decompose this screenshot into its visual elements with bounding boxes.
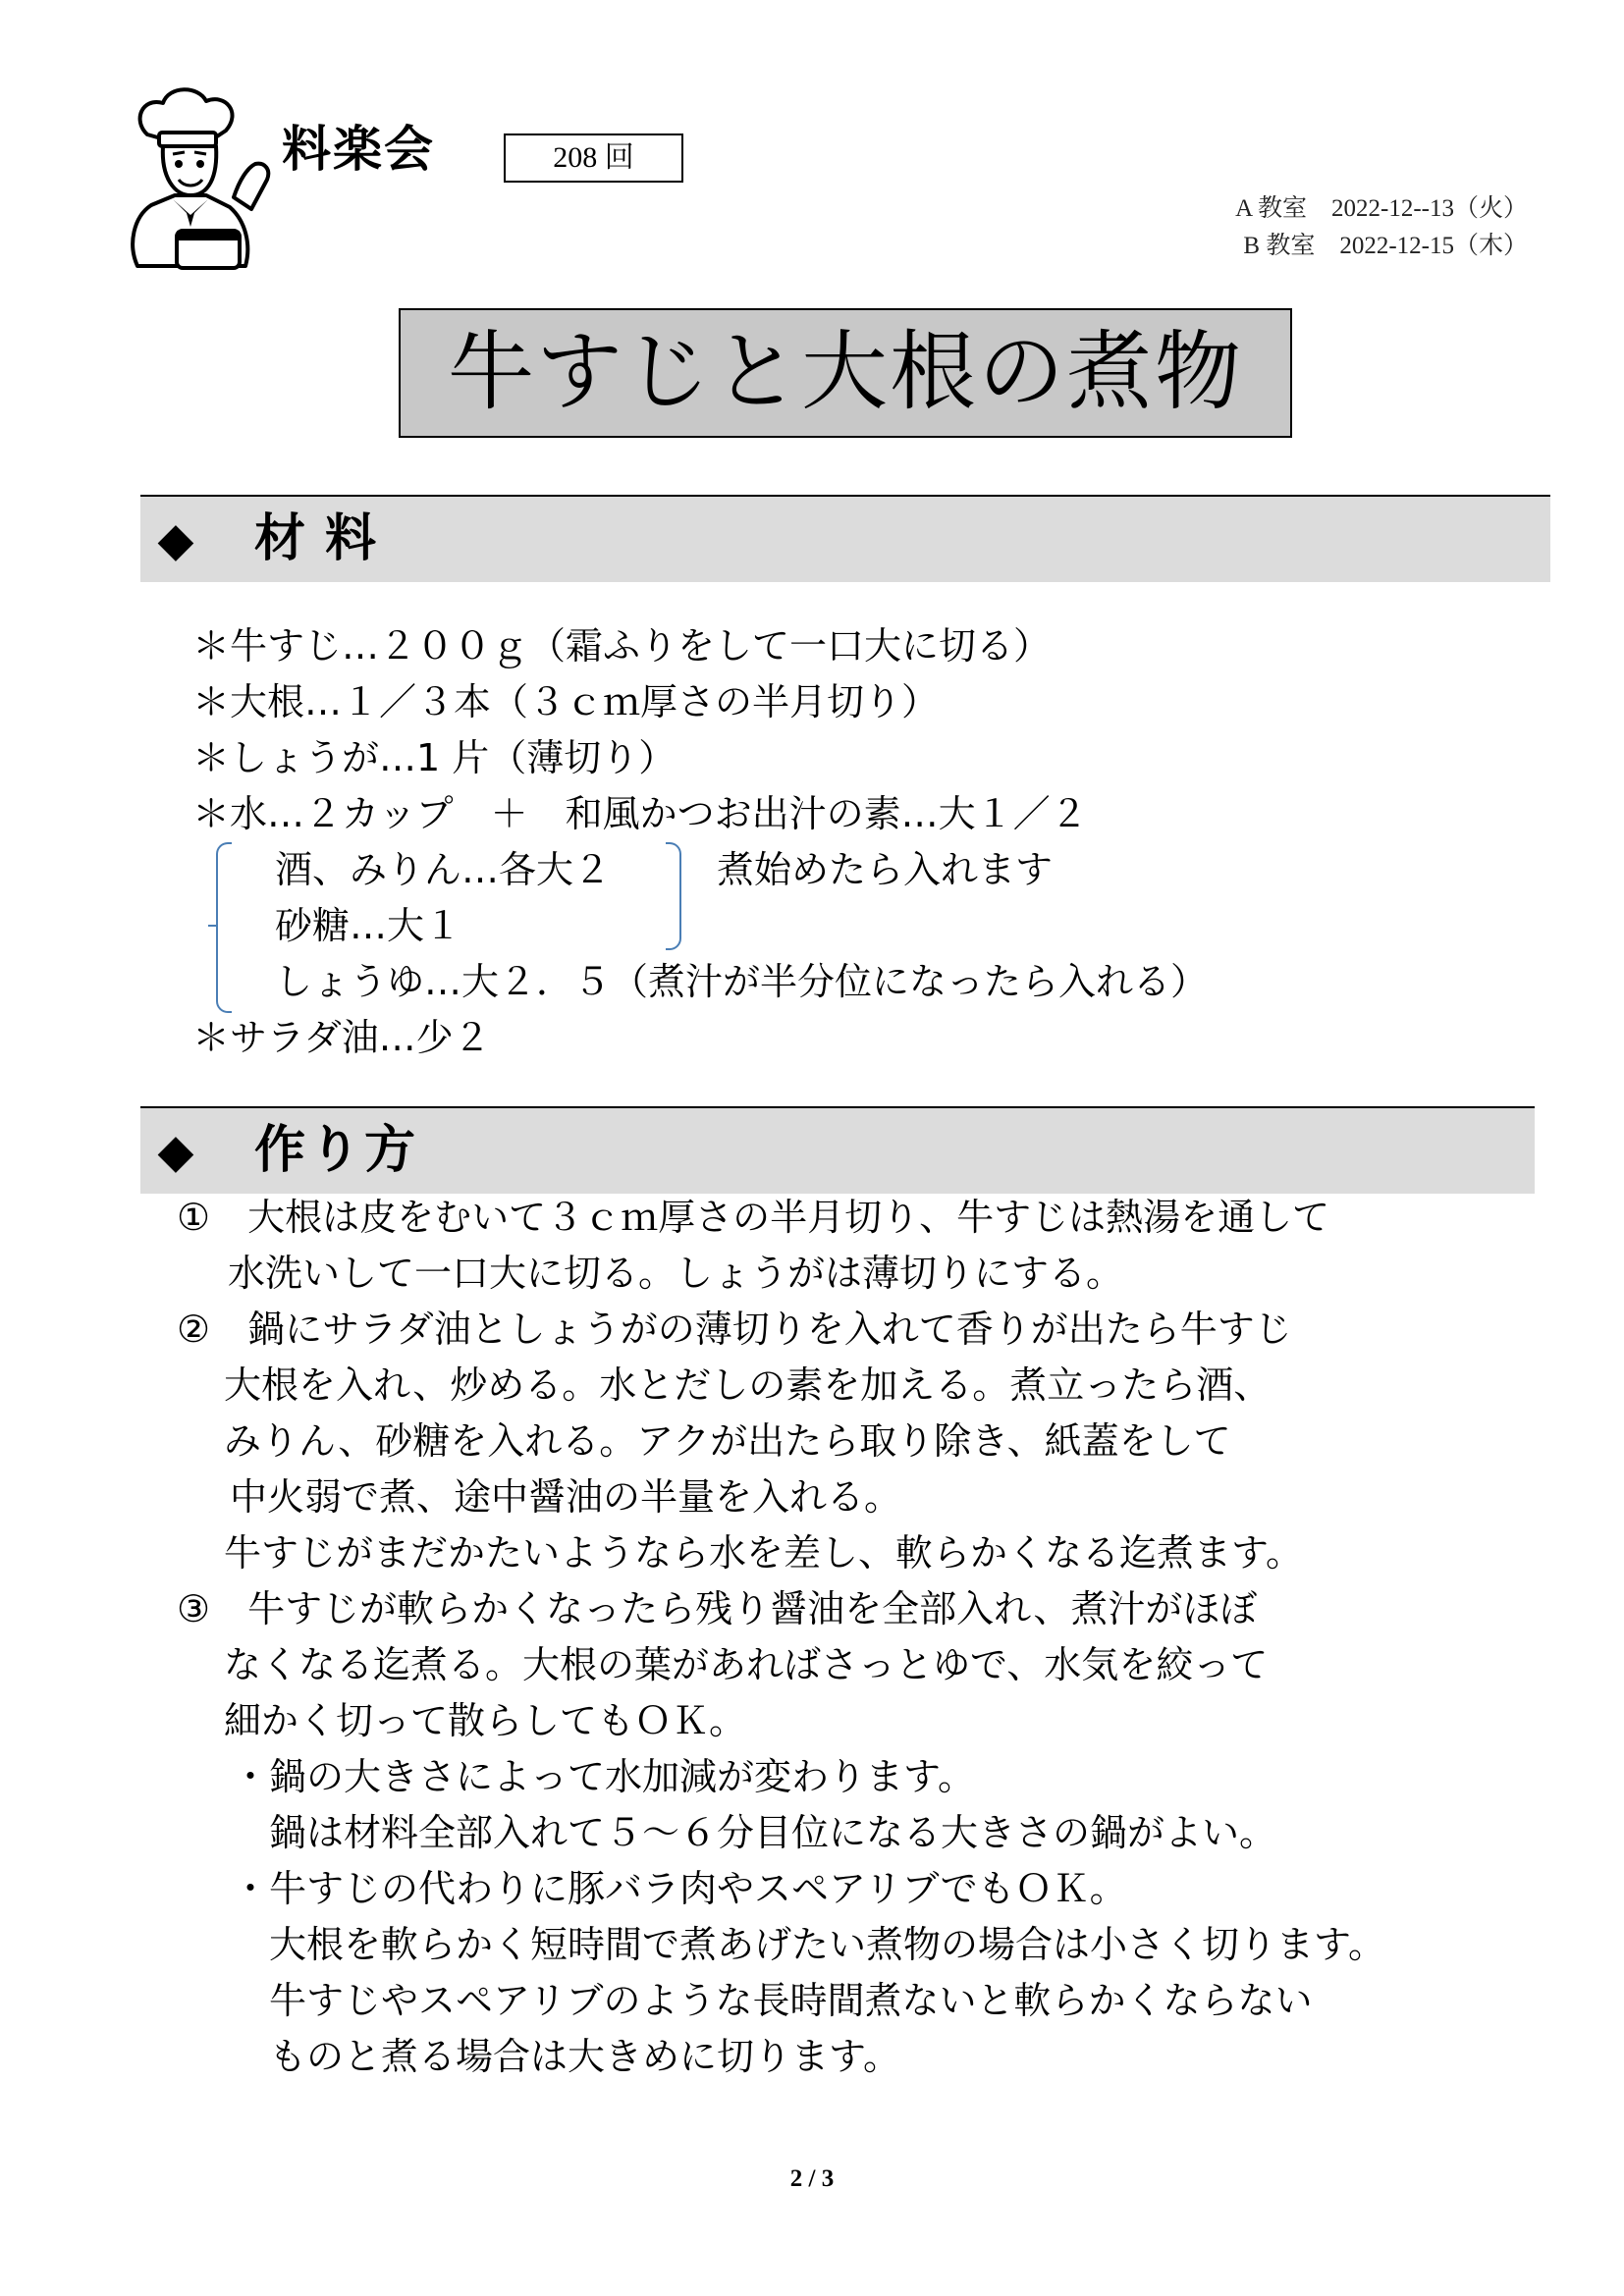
diamond-icon: ◆ (157, 512, 194, 567)
ingredient-oil: ＊サラダ油…少２ (192, 1016, 491, 1059)
method-line: 牛すじがまだかたいようなら水を差し、軟らかくなる迄煮ます。 (224, 1531, 1303, 1575)
method-line: 大根を入れ、炒める。水とだしの素を加える。煮立ったら酒、 (224, 1363, 1272, 1407)
chef-illustration (128, 83, 275, 275)
seasoning-bracket (216, 842, 232, 1013)
method-line: なくなる迄煮る。大根の葉があればさっとゆで、水気を絞って (224, 1643, 1269, 1686)
method-line: ③ 牛すじが軟らかくなったら残り醤油を全部入れ、煮汁がほぼ (177, 1587, 1258, 1630)
recipe-title: 牛すじと大根の煮物 (399, 308, 1292, 438)
method-line: みりん、砂糖を入れる。アクが出たら取り除き、紙蓋をして (224, 1419, 1231, 1463)
session-number: 208 回 (504, 133, 683, 183)
ingredient-item: ＊水…２カップ ＋ 和風かつお出汁の素…大１／２ (192, 792, 1088, 835)
method-note: 鍋は材料全部入れて５～６分目位になる大きさの鍋がよい。 (269, 1811, 1277, 1854)
seasoning-note: 煮始めたら入れます (717, 848, 1054, 891)
seasoning-soy: しょうゆ…大２．５（煮汁が半分位になったら入れる） (275, 960, 1209, 1003)
method-line: 中火弱で煮、途中醤油の半量を入れる。 (230, 1475, 902, 1519)
method-note: ・鍋の大きさによって水加減が変わります。 (232, 1755, 975, 1798)
method-line: ② 鍋にサラダ油としょうがの薄切りを入れて香りが出たら牛すじ (177, 1308, 1292, 1351)
page-number: 2 / 3 (789, 2165, 835, 2192)
seasoning-right-bracket (666, 842, 681, 950)
seasoning-sugar: 砂糖…大１ (275, 904, 462, 947)
class-b-date: B 教室 2022-12-15（木） (1243, 233, 1528, 259)
class-schedule (1235, 190, 1528, 265)
class-a-date: A 教室 2022-12--13（火） (1235, 195, 1528, 222)
method-note: ・牛すじの代わりに豚バラ肉やスペアリブでもＯＫ。 (232, 1867, 1127, 1910)
method-heading-label: 作り方 (254, 1121, 420, 1180)
ingredients-heading (140, 495, 1550, 582)
ingredients-heading-label: 材料 (254, 509, 397, 568)
ingredient-item: ＊しょうが…1 片（薄切り） (192, 736, 677, 779)
method-line: 細かく切って散らしてもＯＫ。 (224, 1699, 747, 1742)
method-note: 大根を軟らかく短時間で煮あげたい煮物の場合は小さく切ります。 (269, 1923, 1385, 1966)
method-line: ① 大根は皮をむいて３ｃｍ厚さの半月切り、牛すじは熱湯を通して (177, 1196, 1330, 1239)
method-line: 水洗いして一口大に切る。しょうがは薄切りにする。 (228, 1252, 1124, 1295)
method-note: ものと煮る場合は大きめに切ります。 (269, 2035, 900, 2078)
brand-name: 料楽会 (282, 121, 435, 178)
seasoning-bracket-tick (208, 925, 218, 927)
diamond-icon: ◆ (157, 1124, 194, 1179)
method-note: 牛すじやスペアリブのような長時間煮ないと軟らかくならない (269, 1979, 1313, 2022)
seasoning-sake-mirin: 酒、みりん…各大２ (275, 848, 612, 891)
ingredient-item: ＊大根…１／３本（３ｃｍ厚さの半月切り） (192, 680, 940, 723)
method-heading (140, 1106, 1535, 1194)
ingredient-item: ＊牛すじ…２００ｇ（霜ふりをして一口大に切る） (192, 624, 1052, 667)
